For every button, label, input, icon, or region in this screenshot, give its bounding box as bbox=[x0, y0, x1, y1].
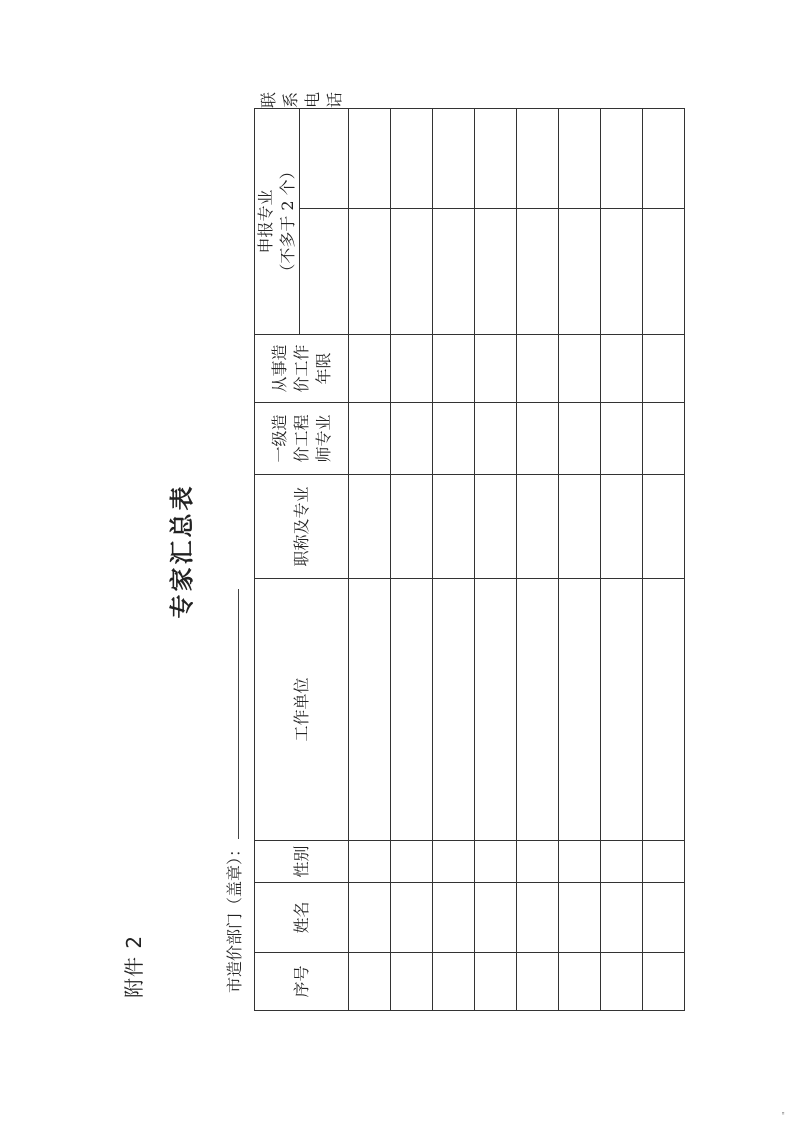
cell-declared-major-1[interactable] bbox=[517, 209, 559, 335]
table-row bbox=[349, 108, 391, 1010]
cell-declared-major-2[interactable] bbox=[517, 108, 559, 208]
cell-declared-major-1[interactable] bbox=[643, 209, 685, 335]
table-row bbox=[601, 108, 643, 1010]
cell-engineer-major[interactable] bbox=[517, 403, 559, 475]
table-row bbox=[391, 108, 433, 1010]
header-declared-major-2 bbox=[300, 108, 349, 208]
attachment-label: 附件 2 bbox=[122, 934, 146, 998]
cell-engineer-major[interactable] bbox=[433, 403, 475, 475]
cell-engineer-major[interactable] bbox=[559, 403, 601, 475]
cell-gender[interactable] bbox=[349, 841, 391, 883]
cell-years[interactable] bbox=[475, 335, 517, 403]
cell-name[interactable] bbox=[601, 883, 643, 953]
header-engineer-major bbox=[255, 403, 349, 475]
table-row bbox=[559, 108, 601, 1010]
cell-declared-major-2[interactable] bbox=[433, 108, 475, 208]
table-row bbox=[643, 108, 685, 1010]
cell-employer[interactable] bbox=[643, 579, 685, 841]
cell-title-major[interactable] bbox=[349, 475, 391, 579]
cell-years[interactable] bbox=[433, 335, 475, 403]
header-declared-major-1 bbox=[300, 209, 349, 335]
header-declared-major-text: 申报专业 （不多于 2 个） bbox=[256, 163, 297, 280]
cell-title-major[interactable] bbox=[643, 475, 685, 579]
cell-engineer-major[interactable] bbox=[601, 403, 643, 475]
cell-declared-major-1[interactable] bbox=[475, 209, 517, 335]
cell-name[interactable] bbox=[517, 883, 559, 953]
header-years bbox=[255, 335, 349, 403]
cell-years[interactable] bbox=[349, 335, 391, 403]
footer-mark: " bbox=[781, 1111, 790, 1115]
cell-years[interactable] bbox=[559, 335, 601, 403]
department-fill-line bbox=[238, 589, 239, 839]
cell-declared-major-1[interactable] bbox=[601, 209, 643, 335]
header-seq: 序号 bbox=[255, 953, 349, 1011]
cell-name[interactable] bbox=[349, 883, 391, 953]
table-row bbox=[433, 108, 475, 1010]
cell-declared-major-1[interactable] bbox=[559, 209, 601, 335]
header-gender: 性别 bbox=[255, 841, 349, 883]
cell-name[interactable] bbox=[559, 883, 601, 953]
cell-years[interactable] bbox=[643, 335, 685, 403]
department-label: 市造价部门（盖章）： bbox=[225, 840, 244, 993]
cell-years[interactable] bbox=[601, 335, 643, 403]
cell-declared-major-2[interactable] bbox=[391, 108, 433, 208]
form-title: 专家汇总表 bbox=[168, 483, 196, 619]
cell-seq[interactable] bbox=[433, 953, 475, 1011]
cell-declared-major-2[interactable] bbox=[601, 108, 643, 208]
cell-title-major[interactable] bbox=[391, 475, 433, 579]
header-title-major: 职称及专业 bbox=[255, 475, 349, 579]
cell-engineer-major[interactable] bbox=[391, 403, 433, 475]
cell-employer[interactable] bbox=[601, 579, 643, 841]
cell-seq[interactable] bbox=[517, 953, 559, 1011]
cell-name[interactable] bbox=[643, 883, 685, 953]
cell-gender[interactable] bbox=[601, 841, 643, 883]
cell-gender[interactable] bbox=[433, 841, 475, 883]
cell-employer[interactable] bbox=[475, 579, 517, 841]
cell-seq[interactable] bbox=[643, 953, 685, 1011]
cell-declared-major-2[interactable] bbox=[643, 108, 685, 208]
cell-years[interactable] bbox=[517, 335, 559, 403]
cell-title-major[interactable] bbox=[601, 475, 643, 579]
header-years-text: 从事造 价工作 年限 bbox=[269, 344, 333, 393]
cell-employer[interactable] bbox=[391, 579, 433, 841]
cell-gender[interactable] bbox=[643, 841, 685, 883]
table-row bbox=[475, 108, 517, 1010]
expert-summary-table bbox=[254, 91, 685, 1011]
cell-name[interactable] bbox=[475, 883, 517, 953]
header-declared-major bbox=[255, 108, 300, 334]
cell-seq[interactable] bbox=[559, 953, 601, 1011]
cell-declared-major-2[interactable] bbox=[475, 108, 517, 208]
cell-title-major[interactable] bbox=[433, 475, 475, 579]
header-name: 姓名 bbox=[255, 883, 349, 953]
cell-declared-major-2[interactable] bbox=[559, 108, 601, 208]
cell-engineer-major[interactable] bbox=[475, 403, 517, 475]
cell-declared-major-1[interactable] bbox=[391, 209, 433, 335]
cell-engineer-major[interactable] bbox=[643, 403, 685, 475]
cell-title-major[interactable] bbox=[475, 475, 517, 579]
cell-employer[interactable] bbox=[559, 579, 601, 841]
table-row bbox=[517, 108, 559, 1010]
cell-title-major[interactable] bbox=[559, 475, 601, 579]
header-engineer-major-text: 一级造 价工程 师专业 bbox=[269, 414, 333, 463]
cell-seq[interactable] bbox=[475, 953, 517, 1011]
cell-title-major[interactable] bbox=[517, 475, 559, 579]
cell-seq[interactable] bbox=[601, 953, 643, 1011]
cell-name[interactable] bbox=[433, 883, 475, 953]
cell-declared-major-1[interactable] bbox=[349, 209, 391, 335]
cell-gender[interactable] bbox=[391, 841, 433, 883]
cell-name[interactable] bbox=[391, 883, 433, 953]
cell-declared-major-2[interactable] bbox=[349, 108, 391, 208]
cell-seq[interactable] bbox=[349, 953, 391, 1011]
cell-employer[interactable] bbox=[349, 579, 391, 841]
cell-gender[interactable] bbox=[475, 841, 517, 883]
cell-seq[interactable] bbox=[391, 953, 433, 1011]
cell-employer[interactable] bbox=[517, 579, 559, 841]
table-header-row: 序号 姓名 性别 工作单位 职称及专业 一级造 价工程 师专业 从事造 价工作 年限 申报专业 （不多于 2 个） 联系电话 bbox=[255, 108, 300, 1010]
cell-years[interactable] bbox=[391, 335, 433, 403]
cell-gender[interactable] bbox=[559, 841, 601, 883]
cell-declared-major-1[interactable] bbox=[433, 209, 475, 335]
cell-engineer-major[interactable] bbox=[349, 403, 391, 475]
cell-gender[interactable] bbox=[517, 841, 559, 883]
header-employer: 工作单位 bbox=[255, 579, 349, 841]
cell-employer[interactable] bbox=[433, 579, 475, 841]
